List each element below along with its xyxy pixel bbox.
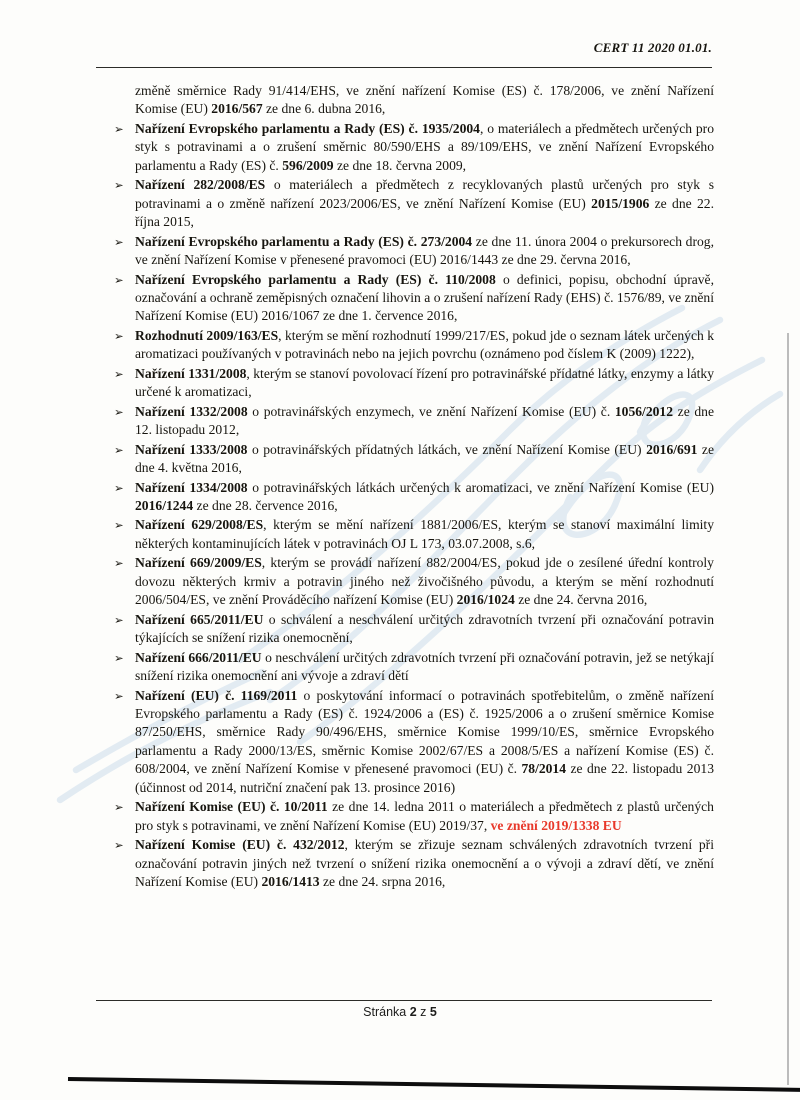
text-segment: Nařízení Komise (EU) č. 432/2012 [135, 837, 345, 853]
text-segment: Nařízení Evropského parlamentu a Rady (ES) č. 273/2004 [135, 233, 473, 249]
text-segment: Nařízení (EU) č. 1169/2011 [135, 687, 298, 703]
regulation-list-item [114, 271, 714, 326]
text-segment: 2016/1244 [135, 497, 194, 513]
text-segment: o materiálech a předmětech z recyklovaných plastů určených pro styk s potravinami a o změně nařízení 2023/2006/ES, ve znění Nařízení Komise (EU) [135, 177, 714, 211]
footer-page-number: 2 [409, 1005, 417, 1019]
arrow-bullet-icon: ➢ [114, 690, 124, 703]
text-segment: , kterým se provádí nařízení 882/2004/ES, pokud jde o zesílené úřední kontroly dovozu některých krmiv a potravin jiného než živočišného původu, a kterým se mění rozhodnutí 2006/504/ES, ve znění Prováděcího nařízení Komise (EU) [135, 555, 714, 608]
regulation-list-item [114, 798, 714, 835]
regulation-list-item [114, 479, 714, 516]
footer-total-pages: 5 [429, 1005, 437, 1019]
text-segment: 596/2009 [282, 157, 334, 173]
regulation-list-item [114, 327, 714, 364]
text-segment: ze dne 18. června 2009, [333, 157, 467, 173]
text-segment: ze dne 4. května 2016, [135, 441, 714, 476]
arrow-bullet-icon: ➢ [114, 274, 124, 287]
text-segment: ze dne 24. června 2016, [514, 592, 648, 608]
arrow-bullet-icon: ➢ [114, 406, 124, 419]
text-segment: Nařízení 1333/2008 [135, 441, 248, 457]
text-segment: Nařízení 1334/2008 [135, 479, 248, 495]
text-segment: ze dne 24. srpna 2016, [319, 874, 446, 890]
regulation-list-item [114, 176, 714, 231]
regulation-list-item [114, 649, 714, 686]
text-segment: o potravinářských látkách určených k aromatizaci, ve znění Nařízení Komise (EU) [247, 479, 714, 495]
text-segment: Nařízení 665/2011/EU [135, 611, 264, 627]
text-segment: 2016/1413 [261, 874, 320, 890]
text-segment: 1056/2012 [614, 403, 674, 419]
text-segment: Nařízení 1331/2008 [135, 365, 247, 381]
intro-paragraph [114, 82, 714, 119]
arrow-bullet-icon: ➢ [114, 558, 124, 571]
text-segment: 2016/691 [646, 441, 698, 457]
text-segment: 78/2014 [521, 761, 567, 777]
text-segment: Nařízení Komise (EU) č. 10/2011 [135, 799, 328, 815]
arrow-bullet-icon: ➢ [114, 652, 124, 665]
regulation-list-item [114, 365, 714, 402]
regulation-list-item [114, 441, 714, 478]
regulation-list-item [114, 687, 714, 798]
regulation-list-item [114, 516, 714, 553]
page-footer [0, 1005, 800, 1019]
text-segment: Nařízení 666/2011/EU [135, 649, 262, 665]
arrow-bullet-icon: ➢ [114, 236, 124, 249]
text-segment: , kterým se mění nařízení 1881/2006/ES, kterým se stanoví maximální limity některých kontaminujících látek v potravinách OJ L 173, 03.07.2008, s.6, [135, 517, 714, 551]
text-segment: Nařízení Evropského parlamentu a Rady (ES) č. 110/2008 [135, 271, 496, 287]
regulation-list-item [114, 611, 714, 648]
regulation-list-section [114, 82, 714, 892]
arrow-bullet-icon: ➢ [114, 180, 124, 193]
arrow-bullet-icon: ➢ [114, 123, 124, 136]
document-code: CERT 11 2020 01.01. [593, 40, 712, 55]
text-segment: ze dne 11. února 2004 o prekursorech drog, ve znění Nařízení Komise v přenesené pravomoci (EU) 2016/1443 ze dne 29. června 2016, [135, 233, 715, 268]
text-segment: změně směrnice Rady 91/414/EHS, ve znění nařízení Komise (ES) č. 178/2006, ve znění Nařízení Komise (EU) [135, 83, 714, 117]
text-segment: ze dne 22. listopadu 2013 (účinnost od 2014, nutriční značení pak 13. prosince 2016) [135, 761, 714, 795]
arrow-bullet-icon: ➢ [114, 802, 124, 815]
arrow-bullet-icon: ➢ [114, 614, 124, 627]
arrow-bullet-icon: ➢ [114, 330, 124, 343]
text-segment: Nařízení 282/2008/ES [135, 177, 266, 193]
text-segment: , kterým se stanoví povolovací řízení pro potravinářské přídatné látky, enzymy a látky určené k aromatizaci, [135, 365, 714, 400]
text-segment: o potravinářských enzymech, ve znění Nařízení Komise (EU) č. [247, 403, 615, 419]
text-segment: , kterým se zřizuje seznam schválených zdravotních tvrzení při označování potravin jiných než tvrzení o snížení rizika onemocnění a o vývoji a zdraví dětí, ve znění Nařízení Komise (EU) [135, 837, 714, 890]
regulation-list-item [114, 120, 714, 175]
text-segment: , o materiálech a předmětech určených pro styk s potravinami a o zrušení směrnic 80/590/EHS a 89/109/EHS, ve znění Nařízení Evropského parlamentu a Rady (ES) č. [135, 120, 714, 173]
arrow-bullet-icon: ➢ [114, 444, 124, 457]
text-segment: ze dne 12. listopadu 2012, [135, 403, 714, 438]
arrow-bullet-icon: ➢ [114, 840, 124, 853]
text-segment: o neschválení určitých zdravotních tvrzení při označování potravin, jež se netýkají snížení rizika onemocnění ani vývoje a zdraví dětí [135, 649, 714, 684]
arrow-bullet-icon: ➢ [114, 368, 124, 381]
text-segment: , kterým se mění rozhodnutí 1999/217/ES, pokud jde o seznam látek určených k aromatizaci používaných v potravinách nebo na jejich povrchu (oznámeno pod číslem K (2009) 1222), [135, 327, 714, 362]
text-segment: o poskytování informací o potravinách spotřebitelům, o změně nařízení Evropského parlamentu a Rady (ES) č. 1924/2006 a (ES) č. 1925/2006 a o zrušení směrnice Komise 87/250/EHS, směrnice Rady 90/496/EHS, směrnice Komise 1999/10/ES, směrnice Evropského parlamentu a Rady 2000/13/ES, směrnic Komise 2002/67/ES a 2008/5/ES a nařízení Komise (ES) č. 608/2004, ve znění Nařízení Komise v přenesené pravomoci (EU) č. [135, 687, 714, 777]
regulation-list [114, 120, 714, 892]
text-segment: o definici, popisu, obchodní úpravě, označování a ochraně zeměpisných označení lihovin a o zrušení nařízení Rady (EHS) č. 1576/89, ve znění Nařízení Komise (EU) 2016/1067 ze dne 1. července 2016, [135, 271, 714, 324]
footer-rule [96, 1000, 712, 1001]
text-segment: 2016/1024 [456, 592, 515, 608]
scan-edge-artifact-bottom [68, 1077, 800, 1092]
red-amendment-text: ve znění 2019/1338 EU [490, 817, 622, 833]
text-segment: ze dne 14. ledna 2011 o materiálech a předmětech z plastů určených pro styk s potravinami, ve znění Nařízení Komise (EU) 2019/37, [135, 799, 714, 833]
text-segment: ze dne 28. července 2016, [193, 497, 338, 513]
text-segment: Rozhodnutí 2009/163/ES [135, 327, 279, 343]
text-segment: 2016/567 [211, 101, 263, 117]
regulation-list-item [114, 403, 714, 440]
footer-separator: z [416, 1005, 430, 1019]
text-segment: Nařízení Evropského parlamentu a Rady (ES) č. 1935/2004 [135, 120, 480, 136]
arrow-bullet-icon: ➢ [114, 520, 124, 533]
text-segment: ze dne 6. dubna 2016, [262, 101, 386, 117]
regulation-list-item [114, 233, 714, 270]
text-segment: ze dne 22. října 2015, [135, 195, 714, 230]
header-rule [96, 67, 712, 68]
regulation-list-item [114, 554, 714, 609]
regulation-list-item [114, 836, 714, 891]
scan-edge-artifact-right [787, 333, 789, 1085]
text-segment: o schválení a neschválení určitých zdravotních tvrzení při označování potravin týkajících se snížení rizika onemocnění, [135, 611, 714, 646]
arrow-bullet-icon: ➢ [114, 482, 124, 495]
text-segment: Nařízení 629/2008/ES [135, 517, 264, 533]
text-segment: o potravinářských přídatných látkách, ve znění Nařízení Komise (EU) [247, 441, 647, 457]
text-segment: Nařízení 669/2009/ES [135, 555, 262, 571]
footer-label: Stránka [363, 1005, 410, 1019]
text-segment: Nařízení 1332/2008 [135, 403, 248, 419]
text-segment: 2015/1906 [591, 195, 650, 211]
